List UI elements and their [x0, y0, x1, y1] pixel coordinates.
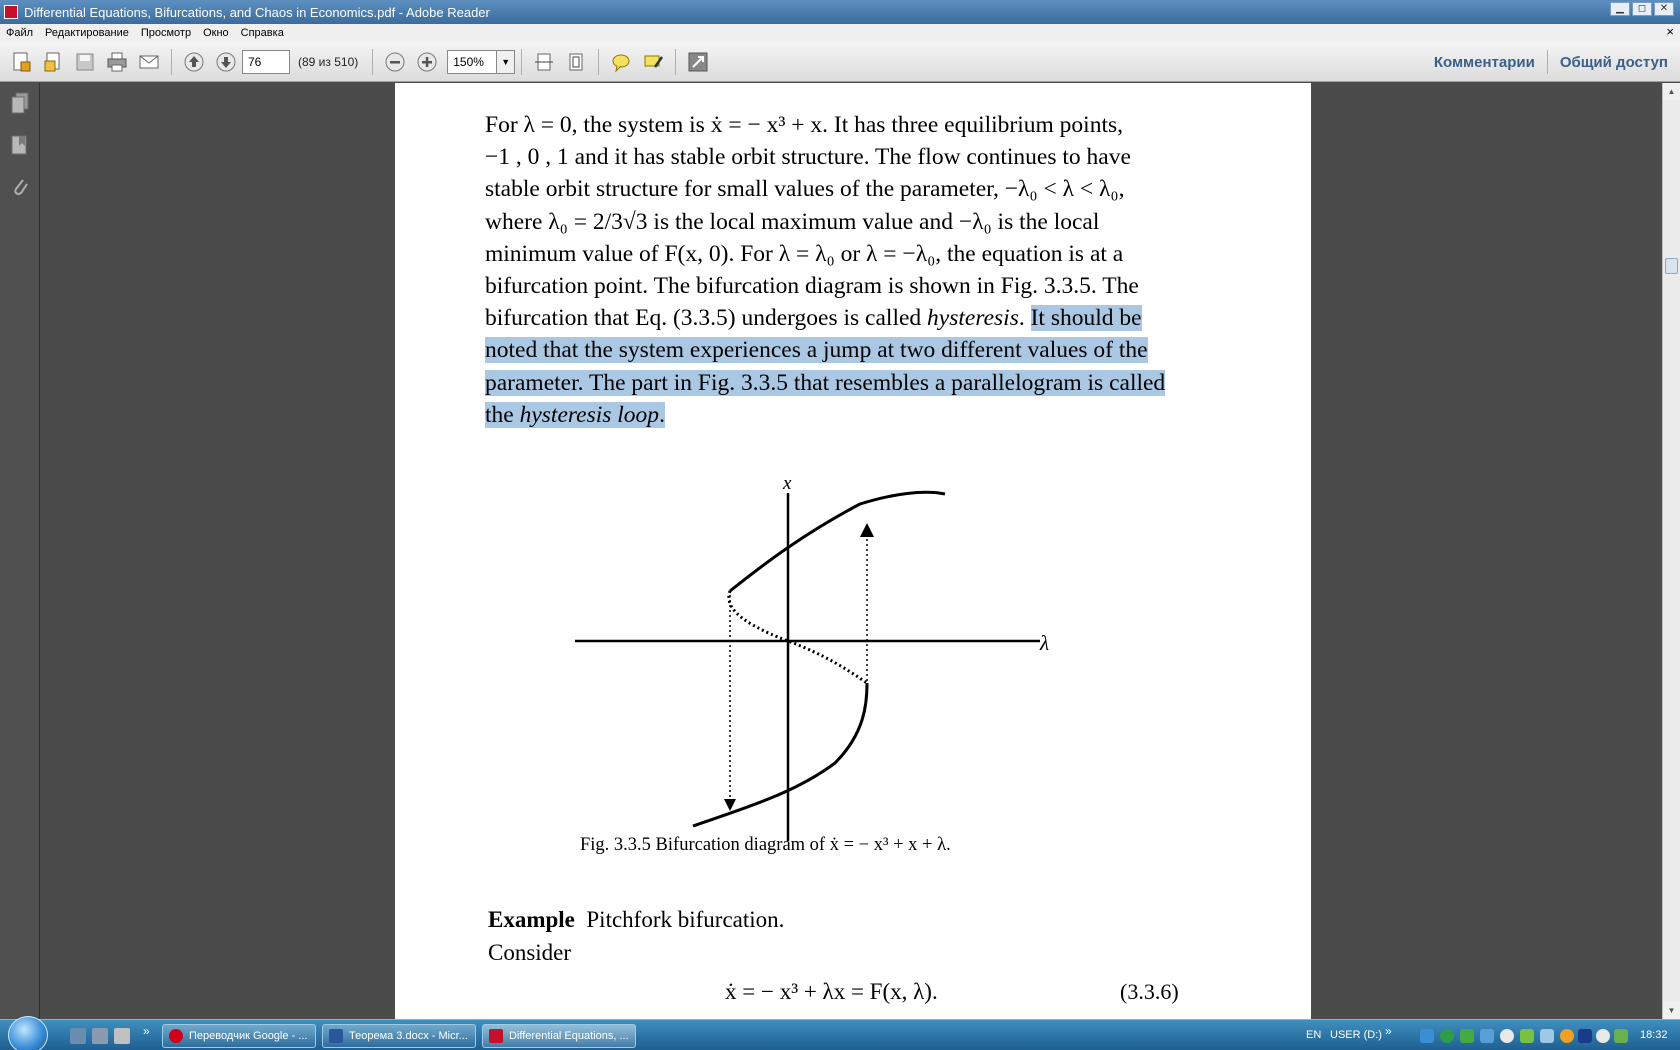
taskbar-item-opera[interactable]	[162, 1024, 316, 1048]
example-heading	[488, 907, 784, 933]
tray-app-icon[interactable]	[1560, 1029, 1574, 1043]
email-button[interactable]	[136, 49, 162, 75]
highlighter-icon	[642, 51, 664, 73]
save-icon	[74, 51, 96, 73]
toolbar	[0, 42, 1680, 82]
title-bar	[0, 0, 1680, 24]
quicklaunch-icon[interactable]	[92, 1028, 108, 1044]
fit-width-button[interactable]	[531, 49, 557, 75]
arrow-down-head	[724, 799, 736, 811]
text-segment: bifurcation that Eq. (3.3.5) undergoes is called	[485, 305, 928, 332]
network-icon[interactable]	[1420, 1029, 1434, 1043]
upper-stable-branch	[730, 492, 945, 591]
toolbar-separator	[675, 49, 676, 75]
printer-icon	[106, 51, 128, 73]
check-icon[interactable]	[1520, 1029, 1534, 1043]
pages-icon	[9, 91, 31, 115]
menu-edit[interactable]: Редактирование	[45, 27, 129, 39]
chevron-down-icon: ▼	[501, 56, 511, 67]
arrow-up-icon	[183, 51, 205, 73]
share-link[interactable]: Общий доступ	[1559, 53, 1668, 71]
window-title: Differential Equations, Bifurcations, and Chaos in Economics.pdf - Adobe Reader	[24, 4, 490, 20]
chevron-up-icon: ▲	[1667, 87, 1676, 96]
menu-view[interactable]: Просмотр	[140, 27, 192, 39]
fit-width-icon	[533, 51, 555, 73]
equation-number: (3.3.6)	[1120, 979, 1179, 1004]
toolbar-separator	[598, 49, 599, 75]
scroll-up-button[interactable]	[1663, 83, 1680, 100]
zoom-in-button[interactable]	[414, 49, 440, 75]
bookmarks-panel-button[interactable]	[9, 133, 31, 157]
consider-text: Consider	[488, 940, 572, 965]
plus-circle-icon	[416, 51, 438, 73]
page-count-label: (89 из 510)	[298, 54, 359, 69]
selected-text: It should be	[1030, 305, 1142, 332]
text-segment: the	[485, 401, 520, 428]
start-button[interactable]	[8, 1016, 48, 1050]
equation: ẋ = − x³ + λx = F(x, λ).	[725, 979, 938, 1004]
arrow-down-icon	[215, 51, 237, 73]
toolbar-separator	[372, 49, 373, 75]
tray-app-icon[interactable]	[1596, 1029, 1610, 1043]
highlight-button[interactable]	[640, 49, 666, 75]
previous-page-button[interactable]	[181, 49, 207, 75]
toolbar-right-links	[1434, 50, 1668, 74]
keyboard-layout-icon[interactable]	[1578, 1029, 1592, 1043]
menu-bar	[0, 24, 1680, 42]
toolbar-separator	[1547, 50, 1548, 74]
opera-icon	[169, 1029, 183, 1043]
next-page-button[interactable]	[213, 49, 239, 75]
vertical-scrollbar[interactable]	[1662, 83, 1680, 1019]
adobe-reader-icon	[4, 5, 18, 19]
lower-stable-branch	[693, 683, 867, 826]
example-title: Example	[488, 907, 575, 932]
selected-text: parameter. The part in Fig. 3.3.5 that resembles a parallelogram is called	[485, 369, 1166, 396]
fit-page-button[interactable]	[563, 49, 589, 75]
text-line: For λ = 0, the system is ẋ = − x³ + x. It has three equilibrium points,	[485, 112, 1124, 138]
window-controls	[1610, 2, 1674, 16]
taskbar-item-adobe-reader[interactable]	[482, 1024, 636, 1048]
speech-bubble-icon	[610, 51, 632, 73]
quicklaunch-icon[interactable]	[114, 1028, 130, 1044]
document-close-button[interactable]: ×	[1666, 24, 1674, 39]
save-button[interactable]	[72, 49, 98, 75]
create-pdf-icon	[10, 51, 32, 73]
power-icon[interactable]	[1500, 1029, 1514, 1043]
bifurcation-diagram	[395, 83, 1311, 1019]
pages-panel-button[interactable]	[9, 91, 31, 115]
term-hysteresis: hysteresis	[927, 305, 1019, 332]
lambda-axis-label: λ	[1040, 631, 1050, 655]
taskbar	[0, 1019, 1680, 1050]
open-file-icon	[42, 51, 64, 73]
task-label: Переводчик Google - ...	[189, 1030, 308, 1042]
monitor-icon[interactable]	[1480, 1029, 1494, 1043]
fit-page-icon	[565, 51, 587, 73]
expand-arrows-icon	[687, 51, 709, 73]
navigation-panel	[0, 83, 40, 1019]
volume-icon[interactable]	[1540, 1029, 1554, 1043]
pdf-page	[395, 83, 1311, 1019]
scroll-down-button[interactable]	[1663, 1002, 1680, 1019]
figure-caption: Fig. 3.3.5 Bifurcation diagram of ẋ = − x³ + x + λ.	[580, 835, 951, 855]
print-button[interactable]	[104, 49, 130, 75]
word-icon	[329, 1029, 343, 1043]
toolbar-separator	[171, 49, 172, 75]
show-desktop-icon[interactable]	[70, 1028, 86, 1044]
taskbar-item-word[interactable]	[322, 1024, 476, 1048]
tray-app-icon[interactable]	[1614, 1029, 1628, 1043]
create-pdf-button[interactable]	[8, 49, 34, 75]
download-icon[interactable]	[1460, 1029, 1474, 1043]
text-line: bifurcation point. The bifurcation diagram is shown in Fig. 3.3.5. The	[485, 273, 1139, 300]
language-indicator[interactable]: EN	[1306, 1029, 1322, 1041]
text-segment: .	[1018, 305, 1031, 332]
menu-window[interactable]: Окно	[203, 27, 229, 39]
envelope-icon	[138, 51, 160, 73]
menu-help[interactable]: Справка	[240, 27, 284, 39]
task-label: Теорема 3.docx - Micr...	[349, 1030, 468, 1042]
comment-button[interactable]	[608, 49, 634, 75]
clock[interactable]: 18:32	[1640, 1029, 1668, 1041]
task-label: Differential Equations, ...	[509, 1030, 629, 1042]
text-segment: .	[659, 401, 665, 428]
menu-file[interactable]: Файл	[6, 27, 34, 39]
scroll-thumb[interactable]	[1665, 258, 1678, 274]
unstable-branch	[729, 591, 867, 683]
close-button[interactable]: ✕	[1654, 2, 1674, 16]
document-viewport[interactable]	[41, 83, 1662, 1019]
quicklaunch-more-icon[interactable]: »	[143, 1024, 150, 1038]
minimize-button[interactable]: ▁	[1610, 2, 1630, 16]
zoom-input[interactable]	[447, 50, 497, 74]
maximize-button[interactable]: ◻	[1632, 2, 1652, 16]
bookmark-icon	[9, 133, 31, 157]
x-axis-label: x	[783, 473, 792, 494]
paperclip-icon	[9, 175, 31, 199]
attachments-panel-button[interactable]	[9, 175, 31, 199]
text-line: stable orbit structure for small values of the parameter, −λ₀ < λ < λ₀,	[485, 176, 1125, 203]
term-hysteresis-loop: hysteresis loop	[519, 401, 660, 428]
selected-text: noted that the system experiences a jump at two different values of the	[485, 337, 1148, 364]
chevron-down-icon: ▼	[1667, 1006, 1676, 1015]
tray-app-icon[interactable]	[1440, 1029, 1454, 1043]
example-text: Pitchfork bifurcation.	[586, 907, 785, 932]
text-line: −1 , 0 , 1 and it has stable orbit structure. The flow continues to have	[485, 144, 1131, 171]
text-line: minimum value of F(x, 0). For λ = λ₀ or λ = −λ₀, the equation is at a	[485, 240, 1124, 267]
drive-label[interactable]: USER (D:)	[1330, 1029, 1382, 1041]
toolbar-separator	[521, 49, 522, 75]
minus-circle-icon	[384, 51, 406, 73]
tray-more-icon[interactable]: »	[1385, 1024, 1392, 1038]
zoom-out-button[interactable]	[382, 49, 408, 75]
page-number-input[interactable]	[242, 50, 290, 74]
comments-link[interactable]: Комментарии	[1433, 53, 1535, 71]
text-line: where λ₀ = 2/3√3 is the local maximum value and −λ₀ is the local	[485, 208, 1100, 235]
open-button[interactable]	[40, 49, 66, 75]
adobe-reader-icon	[489, 1029, 503, 1043]
zoom-dropdown-button[interactable]	[497, 50, 515, 74]
arrow-up-head	[860, 523, 874, 537]
expand-button[interactable]	[685, 49, 711, 75]
